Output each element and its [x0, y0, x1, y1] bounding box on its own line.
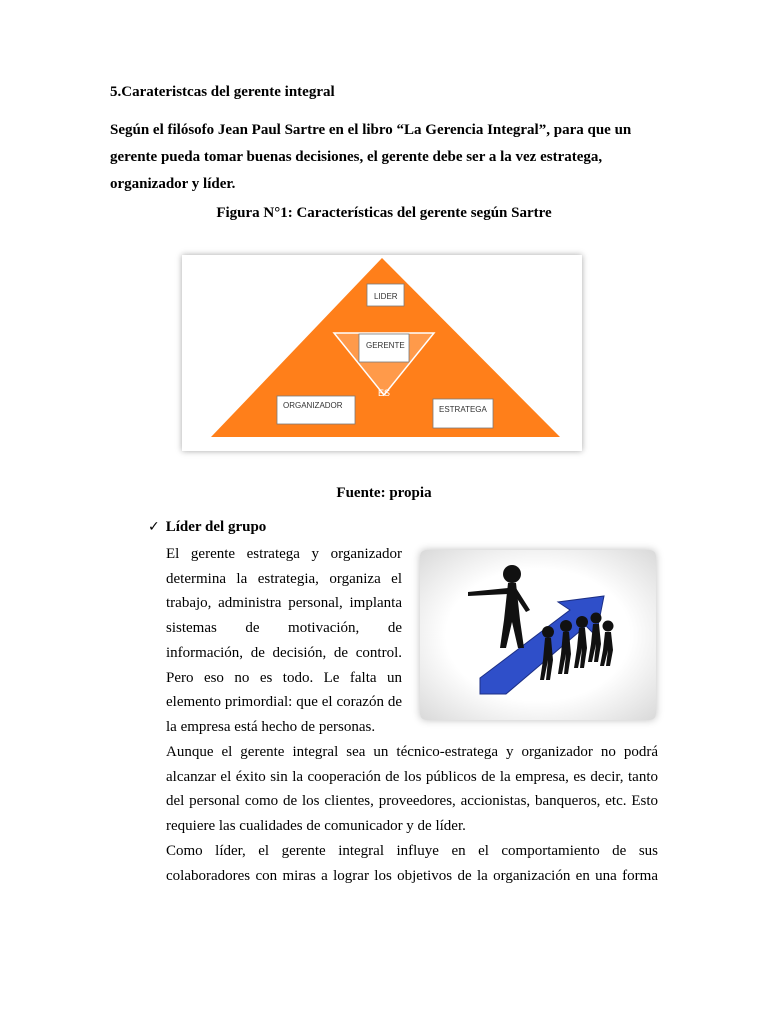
- manager-pyramid-figure: [182, 255, 582, 451]
- leader-figure: [468, 565, 530, 648]
- checkmark-icon: ✓: [148, 519, 160, 535]
- lider-label: LIDER: [374, 292, 398, 301]
- bullet-title-text: Líder del grupo: [165, 519, 267, 535]
- paragraph-line: colaboradores con miras a lograr los objetivos de la organización en una forma: [166, 867, 658, 884]
- gerente-label: GERENTE: [366, 341, 405, 350]
- paragraph-line: información, de decisión, de control.: [166, 644, 402, 661]
- leader-illustration: [420, 550, 656, 720]
- follower-figures: [540, 613, 614, 681]
- intro-line: Según el filósofo Jean Paul Sartre en el libro “La Gerencia Integral”, para que un: [110, 122, 632, 138]
- paragraph-line: sistemas de motivación, de: [166, 620, 402, 637]
- paragraph-line: determina la estrategia, organiza el: [166, 570, 402, 587]
- paragraph-line: Como líder, el gerente integral influye en el comportamiento de sus: [166, 842, 658, 859]
- paragraph-line: Aunque el gerente integral sea un técnico-estratega y organizador no podrá: [166, 744, 658, 760]
- paragraph-line: del personal como de los clientes, proveedores, accionistas, banqueros, etc. Esto: [166, 793, 658, 810]
- organizador-label: ORGANIZADOR: [283, 401, 343, 410]
- paragraph-line: El gerente estratega y organizador: [166, 546, 402, 562]
- paragraph-line: alcanzar el éxito sin la cooperación de los públicos de la empresa, es decir, tanto: [166, 768, 658, 785]
- paragraph-line: requiere las cualidades de comunicador y de líder.: [166, 818, 466, 835]
- intro-line: gerente pueda tomar buenas decisiones, el gerente debe ser a la vez estratega,: [110, 149, 603, 165]
- figure-caption: Figura N°1: Características del gerente según Sartre: [216, 205, 552, 221]
- figure-source: Fuente: propia: [336, 485, 432, 501]
- paragraph-line: elemento primordial: que el corazón de: [166, 694, 402, 711]
- bullet-full-paragraph: [166, 740, 658, 888]
- paragraph-line: trabajo, administra personal, implanta: [166, 595, 402, 612]
- intro-paragraph: [110, 117, 658, 198]
- estratega-label: ESTRATEGA: [439, 405, 487, 414]
- bullet-title: [148, 519, 266, 536]
- paragraph-line: Pero eso no es todo. Le falta un: [166, 669, 402, 686]
- section-heading: 5.Carateristcas del gerente integral: [110, 84, 335, 100]
- bullet-wrapped-paragraph: [166, 542, 402, 740]
- paragraph-line: la empresa está hecho de personas.: [166, 718, 376, 735]
- es-label: ES: [378, 388, 391, 398]
- intro-line: organizador y líder.: [110, 176, 236, 192]
